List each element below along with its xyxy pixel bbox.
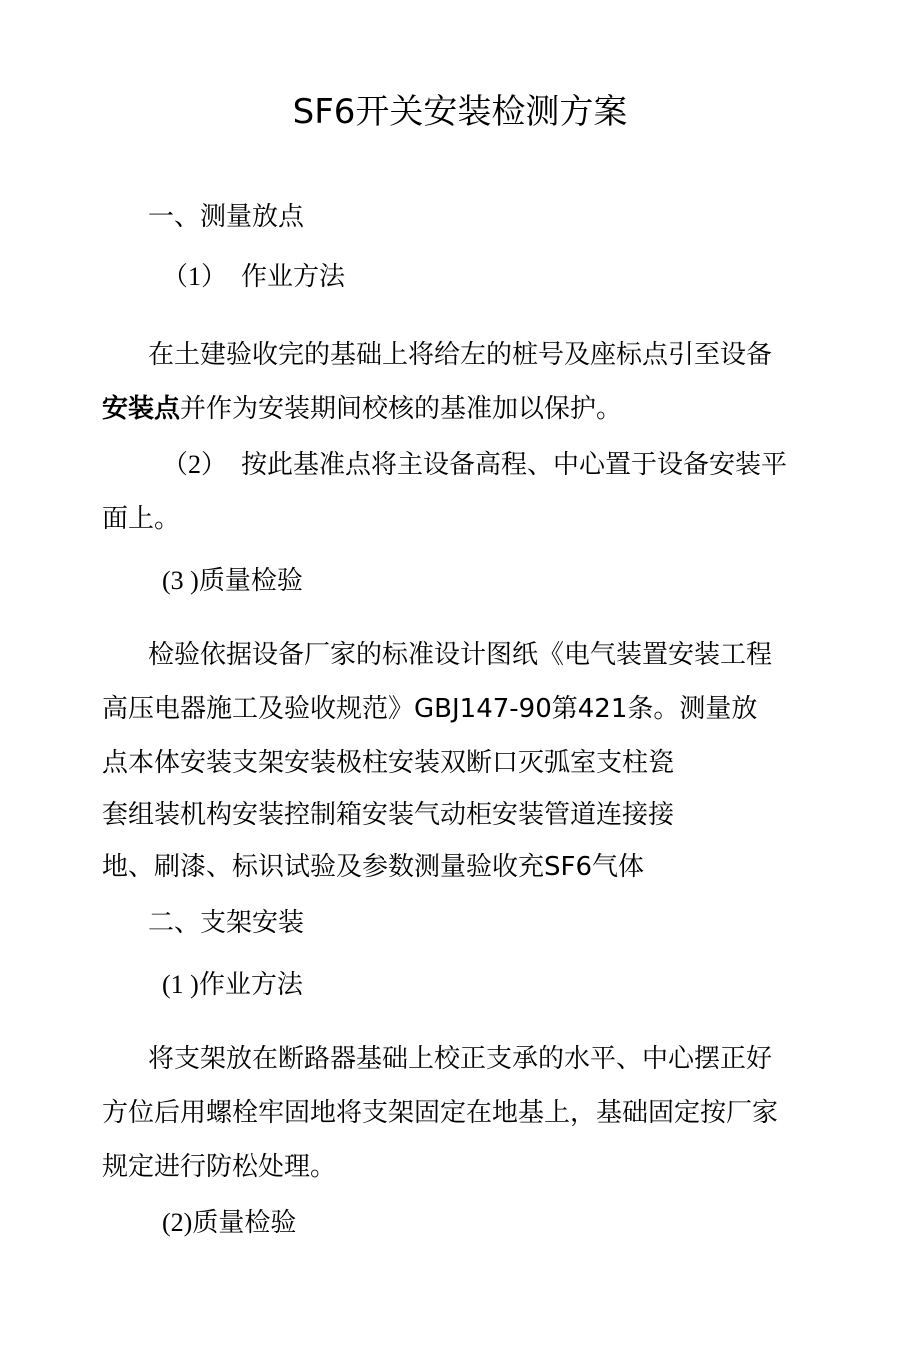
item-label: 质量检验: [198, 566, 303, 596]
item-work-method: [162, 968, 303, 1002]
page-title: SF6开关安装检测方案: [292, 92, 628, 132]
paragraph-line: [102, 392, 622, 426]
paragraph-line: 高压电器施工及验收规范》GBJ147-90第421条。测量放: [102, 694, 758, 724]
item-text: 按此基准点将主设备高程、中心置于设备安装平: [241, 450, 788, 480]
bold-term: 安装点: [102, 394, 181, 424]
paragraph-line: 将支架放在断路器基础上校正支承的水平、中心摆正好: [148, 1044, 773, 1074]
item-quality-check: [162, 564, 303, 598]
item-number: (2): [162, 1208, 193, 1237]
item-number: (1 ): [162, 970, 199, 999]
paragraph-line: 地、刷漆、标识试验及参数测量验收充SF6气体: [102, 852, 645, 882]
section-heading-survey: 一、测量放点: [148, 202, 305, 232]
paragraph-line: 规定进行防松处理。: [102, 1152, 337, 1182]
paragraph-line: 检验依据设备厂家的标准设计图纸《电气装置安装工程: [148, 640, 773, 670]
item-benchmark: [162, 448, 787, 482]
item-label: 质量检验: [192, 1208, 297, 1238]
paragraph-line: 在土建验收完的基础上将给左的桩号及座标点引至设备: [148, 340, 773, 370]
paragraph-line: 套组装机构安装控制箱安装气动柜安装管道连接接: [102, 800, 675, 830]
item-number: （1）: [162, 262, 228, 291]
item-number: （2）: [162, 450, 228, 479]
section-heading-bracket: 二、支架安装: [148, 908, 305, 938]
item-label: 作业方法: [198, 970, 303, 1000]
item-work-method: [162, 260, 345, 294]
paragraph-text: 并作为安装期间校核的基准加以保护。: [180, 394, 623, 424]
paragraph-line: 方位后用螺栓牢固地将支架固定在地基上，基础固定按厂家: [102, 1098, 779, 1128]
item-label: 作业方法: [241, 262, 346, 292]
paragraph-line: 点本体安装支架安装极柱安装双断口灭弧室支柱瓷: [102, 748, 675, 778]
item-quality-check: [162, 1206, 296, 1240]
paragraph-line: 面上。: [102, 504, 181, 534]
item-number: (3 ): [162, 566, 199, 595]
